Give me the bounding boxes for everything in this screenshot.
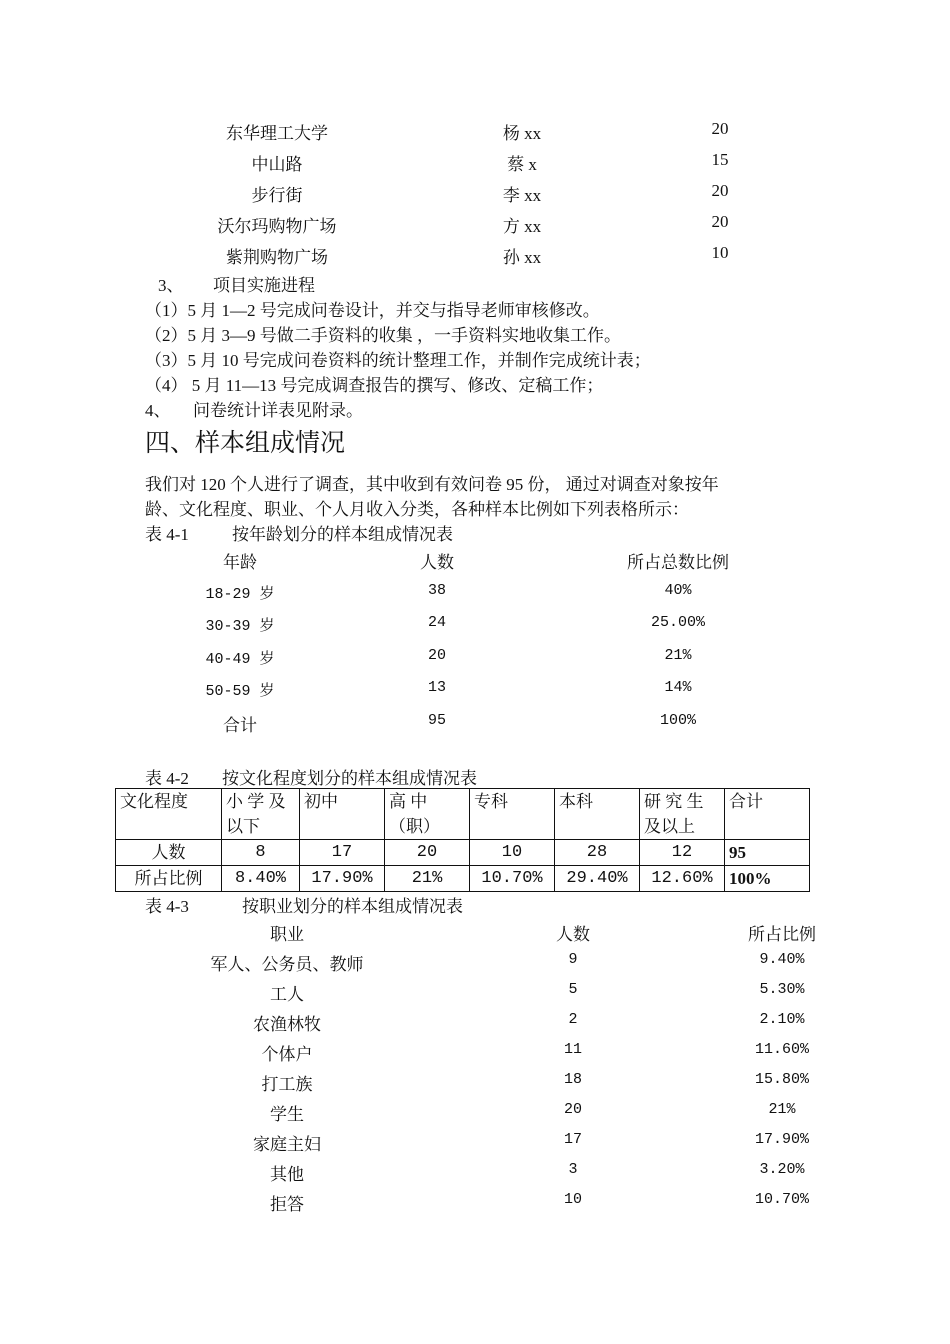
table3-header: 所占比例 [748, 925, 816, 944]
table1-cell: 合计 [223, 716, 257, 735]
table1-cell: 40% [664, 582, 692, 599]
table2-cell: 10 [470, 840, 555, 866]
table2-cell: 20 [385, 840, 470, 866]
education-table [115, 788, 810, 892]
table2-header: 高 中 （职） [385, 789, 470, 840]
table3-count: 3 [568, 1161, 578, 1178]
table3-ratio: 10.70% [754, 1191, 810, 1208]
table3-occupation: 学生 [270, 1105, 304, 1124]
table1-cell: 13 [427, 679, 447, 696]
table3-count: 17 [563, 1131, 583, 1148]
table3-occupation: 农渔林牧 [253, 1015, 321, 1034]
table1-cell: 100% [659, 712, 697, 729]
survey-count: 10 [711, 243, 729, 262]
table2-header: 合计 [725, 789, 810, 840]
table1-cell: 40-49 岁 [205, 651, 275, 668]
table3-occupation: 军人、公务员、教师 [210, 955, 364, 974]
table1-cell: 14% [664, 679, 692, 696]
table1-label [145, 520, 189, 545]
survey-place: 中山路 [251, 155, 303, 174]
table2-cell: 12.60% [640, 866, 725, 892]
table3-occupation: 工人 [270, 985, 304, 1004]
table1-cell: 95 [427, 712, 447, 729]
progress-heading: 项目实施进程 [213, 276, 315, 295]
table2-header: 初中 [300, 789, 385, 840]
progress-item: （4） 5 月 11—13 号完成调查报告的撰写、修改、定稿工作； [145, 376, 604, 395]
table2-cell: 17.90% [300, 866, 385, 892]
section-paragraph-line: 我们对 120 个人进行了调查，其中收到有效问卷 95 份， 通过对调查对象按年 [145, 475, 719, 494]
table2-caption: 按文化程度划分的样本组成情况表 [222, 769, 477, 788]
table3-ratio: 11.60% [754, 1041, 810, 1058]
survey-count: 20 [711, 212, 729, 231]
table1-header: 人数 [420, 553, 454, 572]
survey-place: 东华理工大学 [226, 124, 328, 143]
table2-cell: 100% [725, 866, 810, 892]
table1-cell: 20 [427, 647, 447, 664]
table2-cell: 21% [385, 866, 470, 892]
table3-count: 20 [563, 1101, 583, 1118]
section-title: 四、样本组成情况 [145, 430, 346, 457]
progress-item: （1）5 月 1—2 号完成问卷设计，并交与指导老师审核修改。 [145, 301, 600, 320]
table1-cell: 38 [427, 582, 447, 599]
survey-place: 步行街 [251, 186, 303, 205]
table3-count: 18 [563, 1071, 583, 1088]
survey-count: 20 [711, 181, 729, 200]
table3-caption: 按职业划分的样本组成情况表 [242, 897, 463, 916]
table2-label: 表 4-2 [145, 769, 189, 788]
table1-cell: 18-29 岁 [205, 586, 275, 603]
table1-label-text: 表 4-1 [145, 525, 189, 544]
table3-count: 5 [568, 981, 578, 998]
table1-cell: 24 [427, 614, 447, 631]
survey-person: 方 xx [502, 217, 542, 236]
table2-cell: 12 [640, 840, 725, 866]
survey-person: 杨 xx [502, 124, 542, 143]
table2-cell: 28 [555, 840, 640, 866]
table1-caption: 按年龄划分的样本组成情况表 [232, 525, 453, 544]
progress-heading-number: 3、 [158, 276, 184, 295]
table3-count: 2 [568, 1011, 578, 1028]
survey-person: 李 xx [502, 186, 542, 205]
table3-ratio: 9.40% [759, 951, 805, 968]
table2-row-label: 所占比例 [116, 866, 222, 892]
table3-ratio: 5.30% [759, 981, 805, 998]
table3-occupation: 打工族 [261, 1075, 313, 1094]
table3-label: 表 4-3 [145, 897, 189, 916]
table2-header: 本科 [555, 789, 640, 840]
appendix-note-number: 4、 [145, 401, 171, 420]
table1-cell: 50-59 岁 [205, 683, 275, 700]
progress-item: （3）5 月 10 号完成问卷资料的统计整理工作，并制作完成统计表； [145, 351, 651, 370]
table2-cell: 95 [725, 840, 810, 866]
table1-cell: 25.00% [650, 614, 706, 631]
table2-cell: 8.40% [222, 866, 300, 892]
survey-person: 蔡 x [507, 155, 537, 174]
table2-header: 研 究 生 及以上 [640, 789, 725, 840]
appendix-note: 问卷统计详表见附录。 [193, 401, 363, 420]
table1-cell: 30-39 岁 [205, 618, 275, 635]
table1-cell: 21% [664, 647, 692, 664]
table3-occupation: 家庭主妇 [253, 1135, 321, 1154]
table3-ratio: 2.10% [759, 1011, 805, 1028]
table3-ratio: 15.80% [754, 1071, 810, 1088]
table1-header: 年龄 [223, 553, 257, 572]
table3-ratio: 17.90% [754, 1131, 810, 1148]
table3-header: 人数 [556, 925, 590, 944]
section-paragraph-line: 龄、文化程度、职业、个人月收入分类，各种样本比例如下列表格所示： [145, 500, 689, 519]
table3-occupation: 个体户 [261, 1045, 313, 1064]
table3-occupation: 其他 [270, 1165, 304, 1184]
table3-occupation: 拒答 [270, 1195, 304, 1214]
survey-person: 孙 xx [502, 248, 542, 267]
table3-ratio: 3.20% [759, 1161, 805, 1178]
survey-place: 沃尔玛购物广场 [217, 217, 337, 236]
table2-cell: 29.40% [555, 866, 640, 892]
table1-header: 所占总数比例 [627, 553, 729, 572]
table2-row-label: 人数 [116, 840, 222, 866]
table3-count: 9 [568, 951, 578, 968]
table2-cell: 8 [222, 840, 300, 866]
survey-place: 紫荆购物广场 [226, 248, 328, 267]
survey-count: 20 [711, 119, 729, 138]
table2-header: 文化程度 [116, 789, 222, 840]
progress-item: （2）5 月 3—9 号做二手资料的收集 ，一手资料实地收集工作。 [145, 326, 621, 345]
table2-header: 专科 [470, 789, 555, 840]
table2-cell: 17 [300, 840, 385, 866]
table3-count: 11 [563, 1041, 583, 1058]
survey-count: 15 [711, 150, 729, 169]
table3-ratio: 21% [768, 1101, 796, 1118]
table2-cell: 10.70% [470, 866, 555, 892]
table2-header: 小 学 及 以下 [222, 789, 300, 840]
table3-header: 职业 [270, 925, 304, 944]
table3-count: 10 [563, 1191, 583, 1208]
